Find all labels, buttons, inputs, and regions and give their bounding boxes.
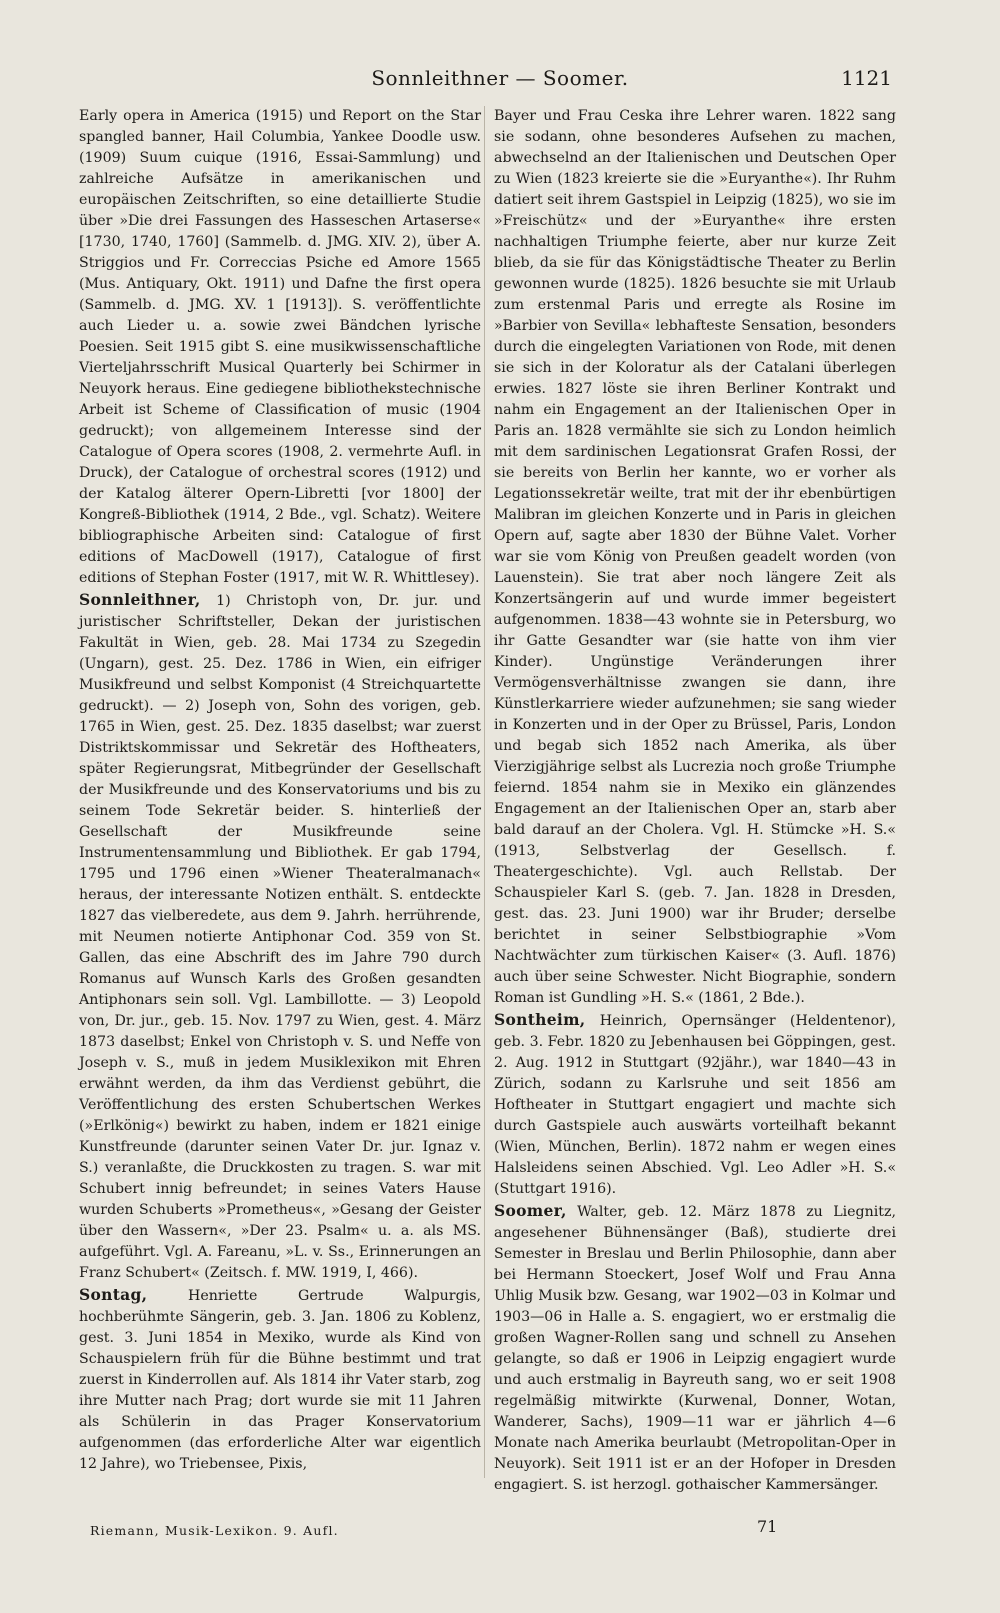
running-head [0,66,1000,96]
entry-soomer [494,1200,896,1496]
entry-text-sontag-continued: Bayer und Frau Ceska ihre Lehrer waren. 1822 sang sie sodann, ohne besonderes Aufsehen zu machen, abwechselnd an der Italienischen und Deutschen Oper zu Wien (1823 kreierte sie die »Euryanthe«). Ihr Ruhm datiert seit ihrem Gastspiel in Leipzig (1825), wo sie im »Freischütz« und der »Euryanthe« ihre ersten nachhaltigen Triumphe feierte, aber nur kurze Zeit blieb, da sie für das Königstädtische Theater zu Berlin gewonnen wurde (1825). 1826 besuchte sie mit Urlaub zum erstenmal Paris und erregte als Rosine im »Barbier von Sevilla« lebhafteste Sensation, besonders durch die eingelegten Variationen von Rode, mit denen sie sich in der Koloratur als der Catalani überlegen erwies. 1827 löste sie ihren Berliner Kontrakt und nahm ein Engagement an der Italienischen Oper in Paris an. 1828 vermählte sie sich zu London heimlich mit dem sardinischen Legationsrat Grafen Rossi, der sie bereits von Berlin her kannte, wo er vorher als Legationssekretär weilte, trat mit der ihr ebenbürtigen Malibran im gleichen Konzerte und in Paris in gleichen Opern auf, sagte aber 1830 der Bühne Valet. Vorher war sie vom König von Preußen geadelt worden (von Lauenstein). Sie trat aber noch längere Zeit als Konzertsängerin auf und wurde immer begeistert aufgenommen. 1838—43 wohnte sie in Petersburg, wo ihr Gatte Gesandter war (sie hatte von ihm vier Kinder). Ungünstige Veränderungen ihrer Vermögensverhältnisse zwangen sie dann, ihre Künstlerkarriere wieder aufzunehmen; sie sang wieder in Konzerten und in der Oper zu Brüssel, Paris, London und begab sich 1852 nach Amerika, als über Vierzigjährige selbst als Lucrezia noch große Triumphe feiernd. 1854 nahm sie in Mexiko ein glänzendes Engagement an der Italienischen Oper an, starb aber bald darauf an der Cholera. Vgl. H. Stümcke »H. S.« (1913, Selbstverlag der Gesellsch. f. Theatergeschichte). Vgl. auch Rellstab. Der Schauspieler Karl S. (geb. 7. Jan. 1828 in Dresden, gest. das. 23. Juni 1900) war ihr Bruder; derselbe berichtet in seiner Selbstbiographie »Vom Nachtwächter zum türkischen Kaiser« (3. Aufl. 1876) auch über seine Schwester. Nicht Biographie, sondern Roman ist Gundling »H. S.« (1861, 2 Bde.). [494,108,896,1006]
headword-sontheim: Sontheim, [494,1010,586,1029]
page-number: 1121 [841,66,892,90]
headword-sonnleithner: Sonnleithner, [79,590,201,609]
entry-sontag [79,1284,481,1475]
entry-text-sonnleithner: 1) Christoph von, Dr. jur. und juristischer Schriftsteller, Dekan der juristischen Fakultät in Wien, geb. 28. Mai 1734 zu Szegedin (Ungarn), gest. 25. Dez. 1786 in Wien, ein eifriger Musikfreund und selbst Komponist (4 Streichquartette gedruckt). — 2) Joseph von, Sohn des vorigen, geb. 1765 in Wien, gest. 25. Dez. 1835 daselbst; war zuerst Distriktskommissar und Sekretär des Hoftheaters, später Regierungsrat, Mitbegründer der Gesellschaft der Musikfreunde und des Konservatoriums und bis zu seinem Tode Sekretär beider. S. hinterließ der Gesellschaft der Musikfreunde seine Instrumentensammlung und Bibliothek. Er gab 1794, 1795 und 1796 einen »Wiener Theateralmanach« heraus, der interessante Notizen enthält. S. entdeckte 1827 das vielberedete, aus dem 9. Jahrh. herrührende, mit Neumen notierte Antiphonar Cod. 359 von St. Gallen, das eine Abschrift des im Jahre 790 durch Romanus auf Wunsch Karls des Großen gesandten Antiphonars sein soll. Vgl. Lambillotte. — 3) Leopold von, Dr. jur., geb. 15. Nov. 1797 zu Wien, gest. 4. März 1873 daselbst; Enkel von Christoph v. S. und Neffe von Joseph v. S., muß in jedem Musiklexikon mit Ehren erwähnt werden, da ihm das Verdienst gebührt, die Veröffentlichung des ersten Schubertschen Werkes (»Erlkönig«) bewirkt zu haben, indem er 1821 einige Kunstfreunde (darunter seinen Vater Dr. jur. Ignaz v. S.) veranlaßte, die Druckkosten zu tragen. S. war mit Schubert innig befreundet; in seines Vaters Hause wurden Schuberts »Prometheus«, »Gesang der Geister über den Wassern«, »Der 23. Psalm« u. a. als MS. aufgeführt. Vgl. A. Fareanu, »L. v. Ss., Erinnerungen an Franz Schubert« (Zeitsch. f. MW. 1919, I, 466). [79,593,481,1281]
entry-text-soomer: Walter, geb. 12. März 1878 zu Liegnitz, angesehener Bühnensänger (Baß), studierte drei Semester in Breslau und Berlin Philosophie, dann aber bei Hermann Stoeckert, Josef Wolf und Frau Anna Uhlig Musik bzw. Gesang, war 1902—03 in Kolmar und 1903—06 in Halle a. S. engagiert, wo er erstmalig die großen Wagner-Rollen sang und schnell zu Ansehen gelangte, so daß er 1906 in Leipzig engagiert wurde und auch erstmalig in Bayreuth sang, wo er seit 1908 regelmäßig mitwirkte (Kurwenal, Donner, Wotan, Wanderer, Sachs), 1909—11 war er jährlich 4—6 Monate nach Amerika beurlaubt (Metropolitan-Oper in Neuyork). Seit 1911 ist er an der Hofoper in Dresden engagiert. S. ist herzogl. gothaischer Kammersänger. [494,1204,896,1493]
entry-text-sontheim: Heinrich, Opernsänger (Heldentenor), geb. 3. Febr. 1820 zu Jebenhausen bei Göppingen, gest. 2. Aug. 1912 in Stuttgart (92jähr.), war 1840—43 in Zürich, sodann zu Karlsruhe und seit 1856 am Hoftheater in Stuttgart engagiert und machte sich durch Gastspiele auch auswärts vorteilhaft bekannt (Wien, München, Berlin). 1872 nahm er wegen eines Halsleidens seinen Abschied. Vgl. Leo Adler »H. S.« (Stuttgart 1916). [494,1013,896,1197]
sheet-signature: 71 [757,1517,778,1536]
column-divider [484,106,485,1478]
entry-sonnleithner [79,589,481,1284]
entry-sontheim [494,1009,896,1200]
entry-text-sontag: Henriette Gertrude Walpurgis, hochberühmte Sängerin, geb. 3. Jan. 1806 zu Koblenz, gest. 3. Juni 1854 in Mexiko, wurde als Kind von Schauspielern früh für die Bühne bestimmt und trat zuerst in Kinderrollen auf. Als 1814 ihr Vater starb, zog ihre Mutter nach Prag; dort wurde sie mit 11 Jahren als Schülerin in das Prager Konservatorium aufgenommen (das erforderliche Alter war eigentlich 12 Jahre), wo Triebensee, Pixis, [79,1288,481,1472]
right-column [494,106,896,1496]
headword-sontag: Sontag, [79,1285,148,1304]
headword-soomer: Soomer, [494,1201,567,1220]
continuation-entry-text: Early opera in America (1915) und Report on the Star spangled banner, Hail Columbia, Yankee Doodle usw. (1909) Suum cuique (1916, Essai-Sammlung) und zahlreiche Aufsätze in amerikanischen und europäischen Zeitschriften, so eine detaillierte Studie über »Die drei Fassungen des Hasseschen Artaserse« [1730, 1740, 1760] (Sammelb. d. JMG. XIV. 2), über A. Striggios und Fr. Correccias Psiche ed Amore 1565 (Mus. Antiquary, Okt. 1911) und Dafne the first opera (Sammelb. d. JMG. XV. 1 [1913]). S. veröffentlichte auch Lieder u. a. sowie zwei Bändchen lyrische Poesien. Seit 1915 gibt S. eine musikwissenschaftliche Vierteljahrsschrift Musical Quarterly bei Schirmer in Neuyork heraus. Eine gediegene bibliothekstechnische Arbeit ist Scheme of Classification of music (1904 gedruckt); von allgemeinem Interesse sind der Catalogue of Opera scores (1908, 2. vermehrte Aufl. in Druck), der Catalogue of orchestral scores (1912) und der Katalog älterer Opern-Libretti [vor 1800] der Kongreß-Bibliothek (1914, 2 Bde., vgl. Schatz). Weitere bibliographische Arbeiten sind: Catalogue of first editions of MacDowell (1917), Catalogue of first editions of Stephan Foster (1917, mit W. R. Whittlesey). [79,108,481,586]
page-title: Sonnleithner — Soomer. [371,66,629,90]
footer-credit: Riemann, Musik-Lexikon. 9. Aufl. [90,1523,339,1538]
left-column [79,106,481,1475]
